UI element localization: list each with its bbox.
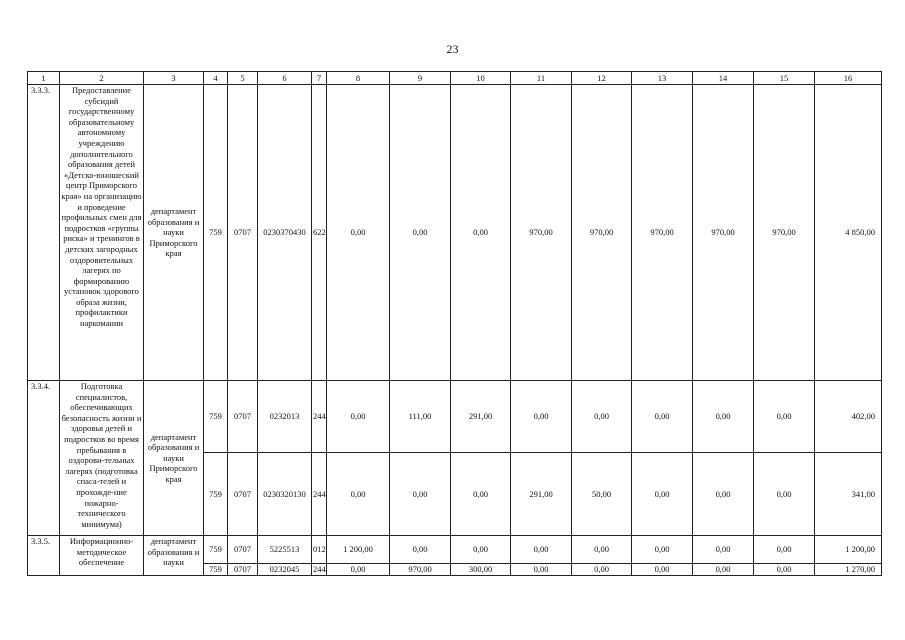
cell-value: 291,00	[511, 453, 572, 536]
cell-value: 0,00	[390, 85, 451, 381]
header-cell: 5	[228, 72, 258, 85]
cell-value: 0,00	[754, 381, 815, 453]
header-cell: 3	[144, 72, 204, 85]
cell-grbs: 759	[204, 381, 228, 453]
cell-value: 0,00	[754, 564, 815, 576]
cell-value: 0,00	[632, 536, 693, 564]
cell-grbs: 759	[204, 85, 228, 381]
header-cell: 15	[754, 72, 815, 85]
cell-value: 970,00	[511, 85, 572, 381]
cell-value: 0,00	[693, 381, 754, 453]
cell-value: 0,00	[511, 381, 572, 453]
cell-total: 4 850,00	[815, 85, 882, 381]
cell-value: 0,00	[511, 536, 572, 564]
table-row	[28, 536, 882, 564]
cell-value: 0,00	[327, 85, 390, 381]
cell-section: 0707	[228, 453, 258, 536]
header-cell: 16	[815, 72, 882, 85]
cell-value: 1 200,00	[327, 536, 390, 564]
item-number: 3.3.4.	[28, 381, 60, 536]
cell-value: 0,00	[572, 564, 632, 576]
cell-expense-type: 012	[312, 536, 327, 564]
page-number: 23	[446, 42, 459, 56]
cell-expense-type: 244	[313, 564, 326, 575]
header-cell: 8	[327, 72, 390, 85]
department: департамент образования и науки Приморского края	[144, 381, 204, 536]
cell-expense-type: 244	[312, 381, 327, 453]
cell-value: 0,00	[693, 453, 754, 536]
cell-value: 0,00	[632, 453, 693, 536]
cell-value: 300,00	[451, 564, 511, 576]
cell-value: 970,00	[754, 85, 815, 381]
header-cell: 7	[312, 72, 327, 85]
item-name: Предоставление субсидий государственному образовательному автономному учреждению дополнительного образования детей «Детско-юношеский центр Приморского края» на организацию и проведение профильных смен для подростков «группы риска» и тренингов в детских загородных оздоровительных лагерях по формированию установок здорового образа жизни, профилактики наркомании	[60, 85, 144, 381]
cell-section: 0707	[228, 381, 258, 453]
header-cell: 12	[572, 72, 632, 85]
cell-expense-type: 244	[312, 453, 327, 536]
cell-value: 0,00	[693, 564, 754, 576]
header-cell: 4	[204, 72, 228, 85]
cell-value: 0,00	[390, 536, 451, 564]
cell-target-article: 0230320130	[258, 453, 312, 536]
cell-value: 0,00	[572, 536, 632, 564]
header-cell: 11	[511, 72, 572, 85]
cell-value: 111,00	[390, 381, 451, 453]
cell-value: 0,00	[632, 564, 693, 576]
cell-value: 0,00	[327, 381, 390, 453]
header-cell: 2	[60, 72, 144, 85]
department: департамент образования и науки Приморского края	[144, 85, 204, 381]
header-cell: 9	[390, 72, 451, 85]
cell-value: 0,00	[327, 453, 390, 536]
cell-value: 0,00	[451, 85, 511, 381]
header-cell: 1	[28, 72, 60, 85]
cell-value: 50,00	[572, 453, 632, 536]
cell-value: 970,00	[632, 85, 693, 381]
cell-target-article: 0230370430	[258, 85, 312, 381]
cell-grbs: 759	[204, 536, 228, 564]
cell-value: 0,00	[632, 381, 693, 453]
cell-grbs: 759	[204, 564, 228, 576]
item-name: Подготовка специалистов, обеспечивающих безопасность жизни и здоровья детей и подростков во время пребывания в оздорови-тельных лагерях (подготовка спаса-телей и прохожде-ние пожарно-технического минимума)	[60, 381, 144, 536]
item-name: Информационно-методическое обеспечение	[60, 536, 144, 576]
cell-grbs: 759	[204, 453, 228, 536]
header-cell: 13	[632, 72, 693, 85]
header-cell: 6	[258, 72, 312, 85]
cell-value: 970,00	[693, 85, 754, 381]
cell-total: 1 200,00	[815, 536, 882, 564]
cell-section: 0707	[228, 85, 258, 381]
cell-value: 970,00	[572, 85, 632, 381]
header-cell: 10	[451, 72, 511, 85]
cell-target-article: 0232013	[258, 381, 312, 453]
item-number: 3.3.3.	[28, 85, 60, 381]
cell-expense-type: 622	[312, 85, 327, 381]
cell-value: 0,00	[754, 536, 815, 564]
cell-section: 0707	[228, 536, 258, 564]
cell-value: 0,00	[754, 453, 815, 536]
cell-total: 341,00	[815, 453, 882, 536]
cell-target-article: 5225513	[258, 536, 312, 564]
cell-section: 0707	[228, 564, 258, 576]
department: департамент образования и науки	[144, 536, 204, 576]
table-row	[28, 381, 882, 453]
header-row	[28, 72, 882, 85]
cell-value: 291,00	[451, 381, 511, 453]
cell-value: 0,00	[327, 564, 390, 576]
cell-value: 0,00	[451, 453, 511, 536]
cell-value: 970,00	[390, 564, 451, 576]
header-cell: 14	[693, 72, 754, 85]
cell-target-article: 0232045	[258, 564, 312, 576]
table-row	[28, 85, 882, 381]
cell-total: 402,00	[815, 381, 882, 453]
program-table	[27, 71, 882, 576]
cell-value: 0,00	[693, 536, 754, 564]
cell-value: 0,00	[572, 381, 632, 453]
cell-value: 0,00	[511, 564, 572, 576]
cell-total: 1 270,00	[815, 564, 882, 576]
cell-value: 0,00	[451, 536, 511, 564]
cell-value: 0,00	[390, 453, 451, 536]
item-number: 3.3.5.	[28, 536, 60, 576]
